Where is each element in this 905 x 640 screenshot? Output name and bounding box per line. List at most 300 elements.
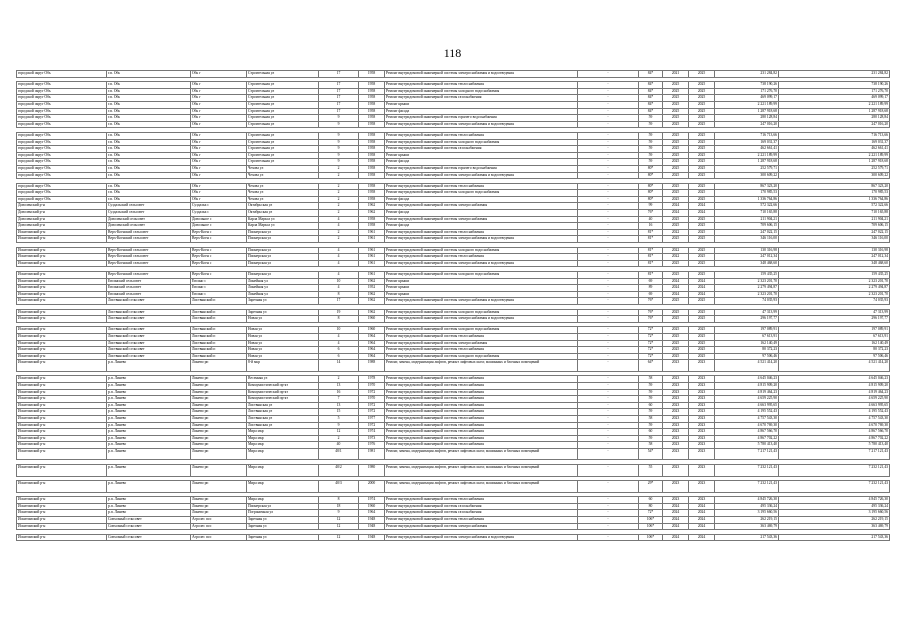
cell-build-year: 1958 [359,108,385,115]
cell-build-year: 1958 [359,95,385,102]
cell-cost-total: 197 089,91 [715,327,779,334]
cell-plan-year-end: 2025 [689,88,715,95]
cell-municipal-district: Искитимский р-н [17,517,107,524]
cell-settlement: р.п. Линево [107,448,191,460]
cell-build-year: 1961 [359,254,385,261]
cell-locality: Суздалка с [191,203,247,210]
cell-street: Строительная ул [247,95,319,102]
cell-wear-percent: 84* [639,71,663,78]
cell-cost-max: 1 336 764,86 [779,196,890,203]
cell-cost-max: 7 232 121,43 [779,481,890,493]
cell-settlement: г.п. Обь [107,139,191,146]
cell-settlement: г.п. Обь [107,165,191,172]
cell-plan-year-end: 2023 [689,396,715,403]
cell-blank-col: - [578,534,639,541]
cell-blank-col: - [578,309,639,316]
table-row [17,327,890,334]
cell-house-number: 40/3 [319,481,359,493]
cell-build-year: 1952 [359,285,385,292]
cell-plan-year-start: 2025 [663,82,689,89]
cell-build-year: 1981 [359,448,385,460]
cell-cost-total: 2 323 201,70 [715,278,779,285]
table-row [17,236,890,243]
cell-work-type: Ремонт, замена, модернизация лифтов, ремонт лифтовых шахт, машинных и блочных помещений [385,448,578,460]
cell-house-number: 4 [319,340,359,347]
cell-blank-col: - [578,159,639,166]
cell-locality: Линево рп [191,435,247,442]
cell-street: Линейная ул [247,278,319,285]
cell-house-number: 6 [319,347,359,354]
cell-plan-year-end: 2023 [689,442,715,449]
cell-blank-col: - [578,442,639,449]
cell-settlement: Совхозный сельсовет [107,534,191,541]
cell-locality: Листвянский п [191,353,247,360]
cell-locality: Линево рп [191,429,247,436]
cell-cost-total: 2 279 494,87 [715,285,779,292]
cell-house-number: 9 [319,115,359,122]
cell-locality: Обь г [191,159,247,166]
cell-settlement: г.п. Обь [107,146,191,153]
cell-plan-year-start: 2023 [663,415,689,422]
cell-work-type: Ремонт фасада [385,108,578,115]
cell-work-type: Ремонт внутридомовой инженерной системы теплоснабжения [385,442,578,449]
cell-blank-col: - [578,333,639,340]
cell-plan-year-end: 2023 [689,376,715,383]
cell-house-number: 2 [319,172,359,179]
cell-plan-year-end: 2025 [689,298,715,305]
cell-settlement: Совхозный сельсовет [107,523,191,530]
cell-build-year: 1972 [359,389,385,396]
cell-blank-col: - [578,132,639,139]
cell-cost-total: 1 287 918,68 [715,108,779,115]
cell-plan-year-end: 2025 [689,121,715,128]
cell-street: Пионерская ул [247,236,319,243]
cell-cost-total: 300 609,22 [715,172,779,179]
cell-settlement: р.п. Линево [107,396,191,403]
cell-blank-col: - [578,409,639,416]
cell-municipal-district: Искитимский р-н [17,442,107,449]
cell-house-number: 12 [319,534,359,541]
cell-cost-max: 469 099,17 [779,95,890,102]
cell-wear-percent: 72* [639,327,663,334]
cell-wear-percent: 80* [639,183,663,190]
table-row [17,422,890,429]
cell-street: Линейная ул [247,291,319,298]
table-row [17,71,890,78]
cell-blank-col: - [578,210,639,217]
cell-blank-col: - [578,95,639,102]
cell-build-year: 1962 [359,309,385,316]
table-row [17,497,890,504]
cell-house-number: 13 [319,402,359,409]
cell-build-year: 1962 [359,298,385,305]
cell-settlement: г.п. Обь [107,71,191,78]
cell-house-number: 5 [319,415,359,422]
cell-settlement: Суздальский сельсовет [107,203,191,210]
cell-build-year: 1958 [359,88,385,95]
cell-street: Новая ул [247,340,319,347]
cell-wear-percent: 72* [639,333,663,340]
cell-settlement: р.п. Линево [107,376,191,383]
cell-plan-year-end: 2025 [689,216,715,223]
cell-house-number: 16 [319,389,359,396]
cell-locality: Листвянский п [191,298,247,305]
cell-plan-year-start: 2024 [663,517,689,524]
cell-work-type: Ремонт внутридомовой инженерной системы теплоснабжения [385,409,578,416]
cell-build-year: 1958 [359,190,385,197]
cell-build-year: 1964 [359,333,385,340]
cell-settlement: Доволенский сельсовет [107,216,191,223]
cell-work-type: Ремонт внутридомовой инженерной системы теплоснабжения [385,415,578,422]
cell-work-type: Ремонт внутридомовой инженерной системы электроснабжения и водоотведения [385,534,578,541]
cell-cost-max: 2 323 201,70 [779,291,890,298]
cell-build-year: 1958 [359,196,385,203]
cell-work-type: Ремонт внутридомовой инженерной системы теплоснабжения [385,183,578,190]
cell-work-type: Ремонт, замена, модернизация лифтов, ремонт лифтовых шахт, машинных и блочных помещений [385,465,578,477]
cell-work-type: Ремонт внутридомовой инженерной системы холодного водоснабжения [385,309,578,316]
cell-settlement: р.п. Линево [107,481,191,493]
cell-blank-col: - [578,278,639,285]
cell-municipal-district: городской округ Обь [17,88,107,95]
cell-cost-total: 7 232 121,43 [715,481,779,493]
cell-cost-max: 716 713,66 [779,132,890,139]
cell-work-type: Ремонт внутридомовой инженерной системы теплоснабжения [385,254,578,261]
cell-cost-max: 710 165,88 [779,210,890,217]
cell-plan-year-start: 2023 [663,389,689,396]
cell-plan-year-end: 2024 [689,517,715,524]
cell-plan-year-start: 2025 [663,190,689,197]
cell-work-type: Ремонт внутридомовой инженерной системы теплоснабжения [385,376,578,383]
cell-blank-col: - [578,115,639,122]
table-row [17,347,890,354]
cell-cost-max: 2 323 201,70 [779,278,890,285]
cell-street: Строительная ул [247,132,319,139]
cell-wear-percent: 58 [639,415,663,422]
cell-street: Весенняя ул [247,376,319,383]
cell-cost-max: 252 579,71 [779,165,890,172]
cell-municipal-district: Искитимский р-н [17,316,107,323]
table-row [17,291,890,298]
cell-plan-year-start: 2021 [663,71,689,78]
cell-cost-max: 2 221 189,99 [779,101,890,108]
table-row [17,534,890,541]
cell-plan-year-end: 2024 [689,210,715,217]
cell-settlement: Листвянский сельсовет [107,327,191,334]
cell-plan-year-start: 2025 [663,172,689,179]
cell-municipal-district: Искитимский р-н [17,327,107,334]
cell-plan-year-end: 2023 [689,422,715,429]
cell-locality: Обь г [191,95,247,102]
cell-municipal-district: Искитимский р-н [17,376,107,383]
cell-street: Чехова ул [247,196,319,203]
cell-cost-max: 4 659 225,90 [779,396,890,403]
cell-cost-total: 4 663 995,65 [715,402,779,409]
cell-cost-total: 262 219,15 [715,517,779,524]
cell-street: Строительная ул [247,146,319,153]
cell-plan-year-end: 2025 [689,190,715,197]
table-row [17,223,890,230]
cell-cost-total: 3 195 660,56 [715,510,779,517]
cell-street: Строительная ул [247,121,319,128]
cell-municipal-district: городской округ Обь [17,165,107,172]
cell-settlement: г.п. Обь [107,172,191,179]
cell-street: Заречная ул [247,517,319,524]
table-row [17,435,890,442]
cell-cost-total: 4 521 414,20 [715,360,779,372]
cell-plan-year-end: 2025 [689,159,715,166]
cell-plan-year-end: 2025 [689,347,715,354]
cell-street: Заречная ул [247,534,319,541]
cell-settlement: г.п. Обь [107,132,191,139]
cell-plan-year-start: 2025 [663,272,689,279]
cell-municipal-district: Искитимский р-н [17,503,107,510]
cell-work-type: Ремонт внутридомовой инженерной системы электроснабжения и водоотведения [385,121,578,128]
cell-cost-max: 4 521 414,20 [779,360,890,372]
cell-municipal-district: городской округ Обь [17,101,107,108]
cell-work-type: Ремонт внутридомовой инженерной системы теплоснабжения [385,422,578,429]
cell-street: Новая ул [247,333,319,340]
cell-house-number: 4 [319,260,359,267]
cell-cost-max: 7 217 121,43 [779,448,890,460]
cell-wear-percent: 80* [639,165,663,172]
cell-blank-col: - [578,523,639,530]
cell-street: Новая ул [247,347,319,354]
table-row [17,376,890,383]
cell-build-year: 1970 [359,396,385,403]
cell-locality: Обь г [191,132,247,139]
cell-plan-year-start: 2023 [663,465,689,477]
cell-settlement: г.п. Обь [107,88,191,95]
cell-house-number: 9 [319,510,359,517]
cell-wear-percent: 64* [639,360,663,372]
cell-plan-year-start: 2025 [663,183,689,190]
cell-settlement: Листвянский сельсовет [107,347,191,354]
cell-municipal-district: городской округ Обь [17,82,107,89]
cell-municipal-district: городской округ Обь [17,115,107,122]
cell-plan-year-start: 2025 [663,121,689,128]
cell-plan-year-end: 2024 [689,503,715,510]
cell-street: Карла Маркса ул [247,216,319,223]
cell-blank-col: - [578,402,639,409]
cell-blank-col: - [578,327,639,334]
cell-cost-max: 97 506,46 [779,353,890,360]
cell-build-year: 1958 [359,71,385,78]
cell-house-number: 19 [319,309,359,316]
cell-settlement: г.п. Обь [107,196,191,203]
cell-cost-max: 4 195 552,43 [779,409,890,416]
cell-municipal-district: Искитимский р-н [17,415,107,422]
cell-locality: Обь г [191,108,247,115]
cell-build-year: 1962 [359,210,385,217]
cell-plan-year-start: 2023 [663,383,689,390]
cell-cost-max: 170 985,53 [779,190,890,197]
cell-settlement: г.п. Обь [107,115,191,122]
table-row [17,159,890,166]
cell-cost-total: 495 336,24 [715,503,779,510]
cell-plan-year-start: 2025 [663,327,689,334]
table-row [17,121,890,128]
cell-wear-percent: 59 [639,396,663,403]
cell-locality: Линево рп [191,409,247,416]
cell-street: Карла Маркса ул [247,223,319,230]
cell-cost-max: 4 867 702,22 [779,435,890,442]
cell-plan-year-end: 2025 [689,152,715,159]
cell-work-type: Ремонт внутридомовой инженерной системы электроснабжения [385,523,578,530]
table-row [17,415,890,422]
cell-municipal-district: Искитимский р-н [17,402,107,409]
cell-cost-total: 296 197,77 [715,316,779,323]
cell-settlement: г.п. Обь [107,101,191,108]
cell-wear-percent: 99 [639,203,663,210]
table-row [17,216,890,223]
cell-work-type: Ремонт внутридомовой инженерной системы холодного водоснабжения [385,247,578,254]
cell-house-number: 9 [319,121,359,128]
cell-cost-total: 4 867 702,22 [715,435,779,442]
cell-blank-col: - [578,101,639,108]
cell-wear-percent: 29* [639,481,663,493]
registry-body [17,71,890,541]
cell-house-number: 8 [319,291,359,298]
cell-municipal-district: Искитимский р-н [17,260,107,267]
cell-settlement: г.п. Обь [107,183,191,190]
table-row [17,402,890,409]
cell-wear-percent: 84* [639,82,663,89]
cell-settlement: Листвянский сельсовет [107,309,191,316]
cell-locality: Верх-Коен с [191,272,247,279]
cell-plan-year-start: 2022 [663,229,689,236]
cell-plan-year-end: 2025 [689,316,715,323]
cell-street: Мира мкр [247,448,319,460]
cell-municipal-district: городской округ Обь [17,71,107,78]
cell-cost-total: 5 780 413,40 [715,442,779,449]
cell-plan-year-start: 2024 [663,210,689,217]
cell-house-number: 12 [319,517,359,524]
cell-street: Заречная ул [247,309,319,316]
cell-street: Пионерская ул [247,229,319,236]
cell-build-year: 1962 [359,203,385,210]
table-row [17,340,890,347]
cell-cost-max: 4 815 909,20 [779,383,890,390]
cell-house-number: 17 [319,108,359,115]
cell-build-year: 1960 [359,316,385,323]
cell-locality: Линево рп [191,422,247,429]
table-row [17,333,890,340]
cell-cost-max: 247 012,34 [779,254,890,261]
cell-build-year: 1961 [359,236,385,243]
cell-plan-year-end: 2023 [689,429,715,436]
cell-build-year: 1958 [359,216,385,223]
cell-work-type: Ремонт внутридомовой инженерной системы теплоснабжения [385,229,578,236]
cell-municipal-district: Доволенский р-н [17,210,107,217]
cell-plan-year-start: 2025 [663,260,689,267]
cell-plan-year-end: 2023 [689,402,715,409]
cell-cost-total: 346 116,00 [715,236,779,243]
cell-build-year: 1958 [359,146,385,153]
cell-locality: Верх-Коен с [191,260,247,267]
cell-build-year: 1962 [359,278,385,285]
cell-wear-percent: 80 [639,503,663,510]
cell-municipal-district: Доволенский р-н [17,223,107,230]
cell-municipal-district: Искитимский р-н [17,229,107,236]
cell-plan-year-end: 2023 [689,448,715,460]
cell-municipal-district: Искитимский р-н [17,247,107,254]
cell-cost-max: 130 316,98 [779,247,890,254]
cell-wear-percent: 58 [639,442,663,449]
cell-build-year: 1958 [359,183,385,190]
cell-settlement: р.п. Линево [107,360,191,372]
cell-locality: Обь г [191,115,247,122]
table-row [17,409,890,416]
cell-blank-col: - [578,415,639,422]
cell-wear-percent: 40 [639,216,663,223]
cell-municipal-district: городской округ Обь [17,183,107,190]
cell-cost-total: 7 232 121,43 [715,465,779,477]
registry-sheet [16,70,889,541]
cell-municipal-district: городской округ Обь [17,146,107,153]
cell-locality: Линево рп [191,510,247,517]
cell-settlement: Листвянский сельсовет [107,333,191,340]
table-row [17,429,890,436]
cell-locality: Листвянский п [191,340,247,347]
cell-street: Октябрьская ул [247,203,319,210]
cell-plan-year-end: 2024 [689,285,715,292]
cell-house-number: 4 [319,333,359,340]
cell-plan-year-start: 2025 [663,333,689,340]
cell-cost-max: 348 468,60 [779,260,890,267]
cell-work-type: Ремонт, замена, модернизация лифтов, ремонт лифтовых шахт, машинных и блочных помещений [385,360,578,372]
cell-cost-max: 4 819 464,23 [779,389,890,396]
cell-build-year: 1961 [359,247,385,254]
cell-plan-year-end: 2025 [689,353,715,360]
cell-build-year: 1970 [359,383,385,390]
cell-blank-col: - [578,108,639,115]
cell-wear-percent: 81* [639,254,663,261]
cell-cost-total: 171 276,70 [715,88,779,95]
cell-work-type: Ремонт внутридомовой инженерной системы теплоснабжения [385,517,578,524]
cell-work-type: Ремонт внутридомовой инженерной системы электроснабжения и водоотведения [385,236,578,243]
cell-cost-max: 462 661,41 [779,146,890,153]
cell-plan-year-end: 2025 [689,71,715,78]
cell-house-number: 17 [319,101,359,108]
cell-build-year: 1961 [359,272,385,279]
cell-wear-percent: 59 [639,121,663,128]
cell-settlement: Верх-Коенский сельсовет [107,236,191,243]
cell-house-number: 12 [319,523,359,530]
cell-cost-total: 280 128,84 [715,115,779,122]
cell-plan-year-end: 2024 [689,291,715,298]
cell-cost-total: 247 016,20 [715,121,779,128]
cell-blank-col: - [578,146,639,153]
cell-wear-percent: 59 [639,115,663,122]
cell-cost-max: 7 232 121,43 [779,465,890,477]
cell-municipal-district: Искитимский р-н [17,383,107,390]
cell-blank-col: - [578,121,639,128]
cell-plan-year-start: 2025 [663,108,689,115]
cell-build-year: 1980 [359,465,385,477]
cell-cost-total: 2 323 201,70 [715,291,779,298]
cell-blank-col: - [578,291,639,298]
cell-plan-year-start: 2025 [663,159,689,166]
table-row [17,210,890,217]
cell-plan-year-end: 2025 [689,254,715,261]
cell-plan-year-start: 2025 [663,196,689,203]
cell-blank-col: - [578,448,639,460]
cell-settlement: г.п. Обь [107,82,191,89]
cell-plan-year-end: 2023 [689,481,715,493]
cell-wear-percent: 80* [639,196,663,203]
cell-plan-year-start: 2025 [663,236,689,243]
cell-work-type: Ремонт внутридомовой инженерной системы газоснабжения [385,510,578,517]
